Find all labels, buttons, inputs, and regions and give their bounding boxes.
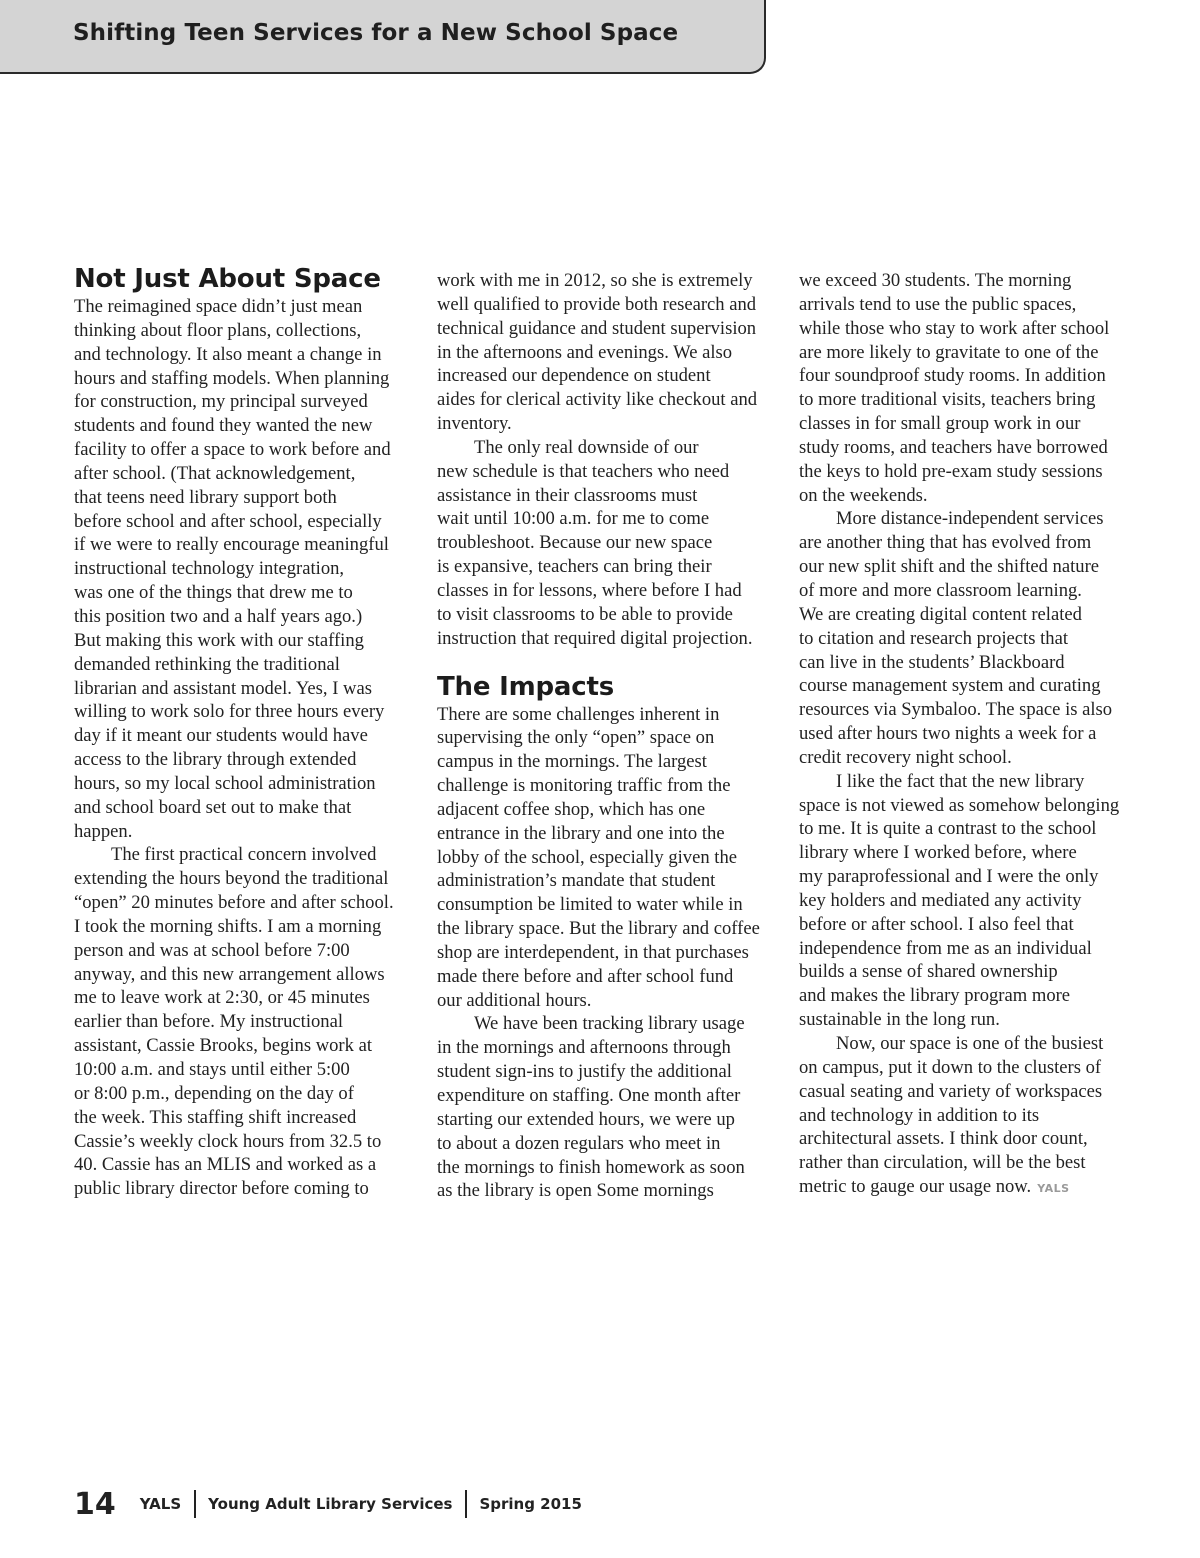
article-column-3: [799, 269, 1129, 1201]
running-header-title: Shifting Teen Services for a New School Space: [73, 20, 679, 46]
footer-issue: Spring 2015: [479, 1495, 582, 1513]
paragraph: The first practical concern involved extending the hours beyond the traditional “open” 20 minutes before and after school. I took the morning shifts. I am a morning person and was at school before 7:00 anyway, and this new arrangement allows me to leave work at 2:30, or 45 minutes earlier than before. My instructional assistant, Cassie Brooks, begins work at 10:00 a.m. and stays until either 5:00 or 8:00 p.m., depending on the day of the week. This staffing shift increased Cassie’s weekly clock hours from 32.5 to 40. Cassie has an MLIS and worked as a public library director before coming to: [74, 844, 394, 1200]
paragraph: we exceed 30 students. The morning arrivals tend to use the public spaces, while those who stay to work after school are more likely to gravitate to one of the four soundproof study rooms. In addition to more traditional visits, teachers bring classes in for small group work in our study rooms, and teachers have borrowed the keys to hold pre-exam study sessions on the weekends.: [799, 270, 1110, 506]
footer-journal-name: Young Adult Library Services: [208, 1495, 453, 1513]
page-number: 14: [74, 1486, 116, 1522]
article-column-1: [74, 265, 404, 1201]
footer-divider: [465, 1490, 467, 1518]
paragraph-text: Now, our space is one of the busiest on campus, put it down to the clusters of casual seating and variety of workspaces and technology in addition to its architectural assets. I think door count, rather than circulation, will be the best metric to gauge our usage now.: [799, 1033, 1104, 1198]
paragraph: work with me in 2012, so she is extremely well qualified to provide both research and technical guidance and student supervision in the afternoons and evenings. We also increased our dependence on student aides for clerical activity like checkout and inventory.: [437, 270, 758, 435]
paragraph-final: [799, 1032, 1129, 1201]
paragraph: There are some challenges inherent in supervising the only “open” space on campus in the mornings. The largest challenge is monitoring traffic from the adjacent coffee shop, which has one entrance in the library and one into the lobby of the school, especially given the administration’s mandate that student consumption be limited to water while in the library space. But the library and coffee shop are interdependent, in that purchases made there before and after school fund our additional hours.: [437, 703, 760, 1011]
paragraph: More distance-independent services are another thing that has evolved from our new split shift and the shifted nature of more and more classroom learning. We are creating digital content related to citation and research projects that can live in the students’ Blackboard course management system and curating resources via Symbaloo. The space is also used after hours two nights a week for a credit recovery night school.: [799, 508, 1113, 768]
section-heading-not-just-about-space: Not Just About Space: [74, 264, 381, 294]
paragraph: I like the fact that the new library space is not viewed as somehow belonging to me. It is quite a contrast to the school library where I worked before, where my paraprofessional and I were the only key holders and mediated any activity before or after school. I also feel that independence from me as an individual builds a sense of shared ownership and makes the library program more sustainable in the long run.: [799, 770, 1120, 1031]
paragraph: We have been tracking library usage in the mornings and afternoons through student sign-ins to justify the additional expenditure on staffing. One month after starting our extended hours, we were up to about a dozen regulars who meet in the mornings to finish homework as soon as the library is open Some mornings: [437, 1013, 745, 1202]
footer-divider: [194, 1490, 196, 1518]
paragraph: The only real downside of our new schedule is that teachers who need assistance in their classrooms must wait until 10:00 a.m. for me to come troubleshoot. Because our new space is expansive, teachers can bring their classes in for lessons, where before I had to visit classrooms to be able to provide instruction that required digital projection.: [437, 436, 753, 649]
end-mark: YALS: [1037, 1182, 1070, 1196]
paragraph: The reimagined space didn’t just mean thinking about floor plans, collections, and technology. It also meant a change in hours and staffing models. When planning for construction, my principal surveyed students and found they wanted the new facility to offer a space to work before and after school. (That acknowledgement, that teens need library support both before school and after school, especially if we were to really encourage meaningful instructional technology integration, was one of the things that drew me to this position two and a half years ago.) But making this work with our staffing demanded rethinking the traditional librarian and assistant model. Yes, I was willing to work solo for three hours every day if it meant our students would have access to the library through extended hours, so my local school administration and school board set out to make that happen.: [74, 296, 391, 842]
footer-abbrev: YALS: [139, 1495, 182, 1513]
header-tab: [0, 0, 766, 74]
article-column-2: [437, 269, 767, 1203]
page-footer: [74, 1484, 582, 1524]
section-heading-the-impacts: The Impacts: [437, 671, 614, 702]
